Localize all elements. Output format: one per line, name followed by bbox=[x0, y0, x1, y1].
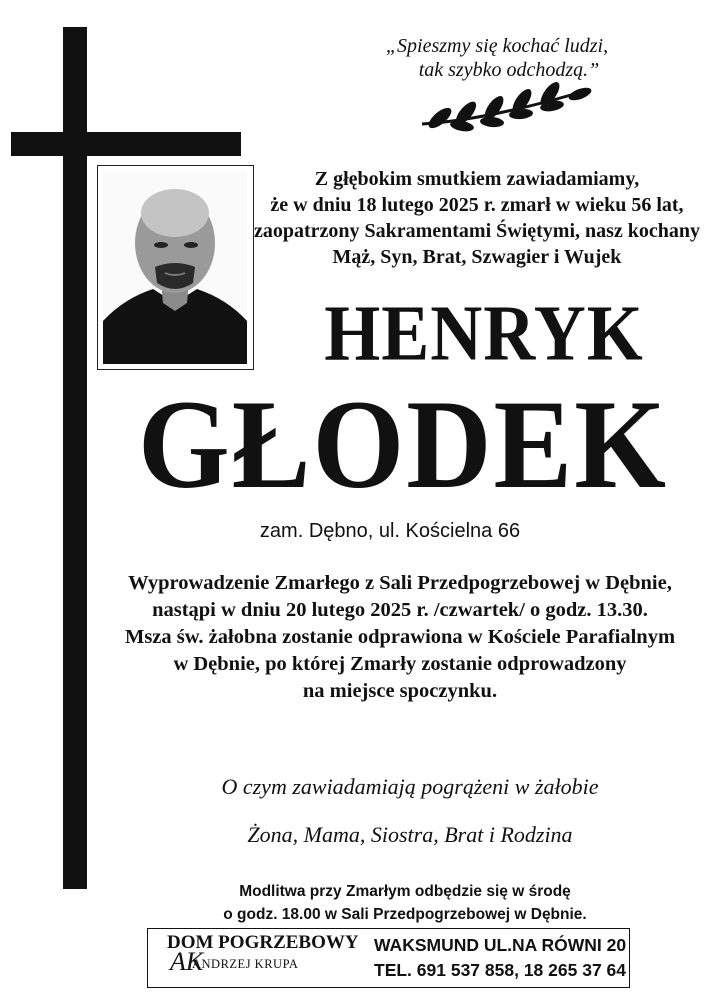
funeral-home-phones: TEL. 691 537 858, 18 265 37 64 bbox=[374, 960, 626, 980]
funeral-details bbox=[105, 570, 695, 705]
funeral-home-title: DOM POGRZEBOWY bbox=[167, 932, 359, 953]
quote-line-1: „Spieszmy się kochać ludzi, bbox=[385, 35, 609, 57]
mourners-list: Żona, Mama, Siostra, Brat i Rodzina bbox=[247, 822, 573, 847]
deceased-last-name: GŁODEK bbox=[138, 373, 668, 516]
announcement-intro bbox=[252, 166, 702, 270]
prayer-notice bbox=[150, 880, 660, 926]
memorial-quote bbox=[372, 34, 622, 82]
intro-line-4: Mąż, Syn, Brat, Szwagier i Wujek bbox=[332, 246, 622, 268]
intro-line-3: zaopatrzony Sakramentami Świętymi, nasz kochany bbox=[253, 220, 701, 242]
cross-vertical-bar bbox=[63, 27, 87, 889]
prayer-line-2: o godz. 18.00 w Sali Przedpogrzebowej w Dębnie. bbox=[223, 906, 587, 923]
details-line-4: w Dębnie, po której Zmarły zostanie odprowadzony bbox=[173, 653, 627, 675]
portrait-photo bbox=[103, 171, 247, 364]
laurel-branch-icon bbox=[418, 80, 594, 132]
quote-line-2: tak szybko odchodzą.” bbox=[418, 59, 600, 81]
details-line-2: nastąpi w dniu 20 lutego 2025 r. /czwartek/ o godz. 13.30. bbox=[152, 599, 648, 621]
details-line-5: na miejsce spoczynku. bbox=[302, 680, 498, 702]
details-line-3: Msza św. żałobna zostanie odprawiona w Kościele Parafialnym bbox=[124, 626, 676, 648]
funeral-home-logo: AK bbox=[170, 947, 204, 976]
details-line-1: Wyprowadzenie Zmarłego z Sali Przedpogrzebowej w Dębnie, bbox=[128, 572, 672, 594]
funeral-home-address: WAKSMUND UL.NA RÓWNI 20 bbox=[374, 935, 627, 955]
funeral-home-owner: ANDRZEJ KRUPA bbox=[192, 957, 299, 971]
deceased-address: zam. Dębno, ul. Kościelna 66 bbox=[259, 520, 521, 542]
mourners-intro: O czym zawiadamiają pogrążeni w żałobie bbox=[221, 774, 599, 799]
deceased-first-name: HENRYK bbox=[324, 289, 644, 377]
prayer-line-1: Modlitwa przy Zmarłym odbędzie się w środę bbox=[239, 883, 571, 900]
cross-horizontal-bar bbox=[11, 132, 241, 156]
intro-line-1: Z głębokim smutkiem zawiadamiamy, bbox=[314, 168, 640, 190]
intro-line-2: że w dniu 18 lutego 2025 r. zmarł w wieku 56 lat, bbox=[270, 194, 684, 216]
